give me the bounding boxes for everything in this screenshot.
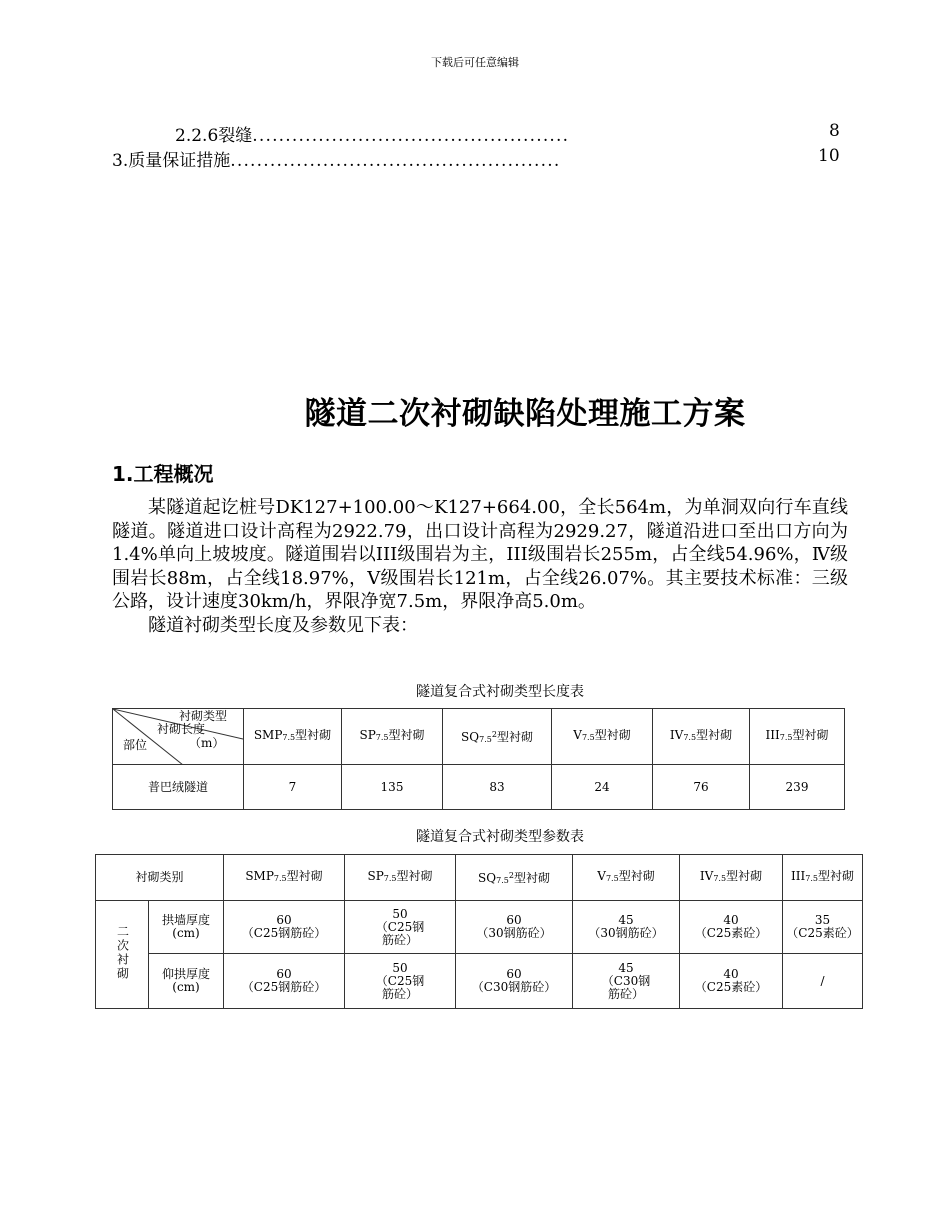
row-label: 仰拱厚度 (cm) (149, 954, 224, 1009)
table-cell: 60 （C25钢筋砼） (224, 901, 345, 954)
toc-dots: .................................................. (230, 151, 561, 171)
document-title: 隧道二次衬砌缺陷处理施工方案 (304, 396, 746, 432)
table-row (113, 765, 845, 810)
column-header: SMP7.5型衬砌 (244, 709, 342, 765)
toc-entry-3 (112, 146, 560, 171)
toc-dots: ................................................ (252, 126, 570, 146)
column-header: V7.5型衬砌 (552, 709, 653, 765)
toc-page: 10 (818, 146, 840, 166)
table-cell: 50 （C25钢筋砼） (345, 954, 456, 1009)
column-header: IV7.5型衬砌 (680, 855, 783, 901)
corner-label-position: 部位 (123, 738, 148, 752)
toc-label: 3.质量保证措施 (112, 151, 231, 171)
column-header: III7.5型衬砌 (783, 855, 863, 901)
table-cell: 239 (750, 765, 845, 810)
table-cell: 35 （C25素砼） (783, 901, 863, 954)
column-header: III7.5型衬砌 (750, 709, 845, 765)
toc-page: 8 (829, 121, 840, 141)
table-cell: 60 （C25钢筋砼） (224, 954, 345, 1009)
column-header: $SQ7.5^2$型衬砌 (443, 709, 552, 765)
paragraph-table-intro: 隧道衬砌类型长度及参数见下表： (148, 614, 418, 636)
table-cell: 76 (653, 765, 750, 810)
column-header: V7.5型衬砌 (573, 855, 680, 901)
row-label: 拱墙厚度 (cm) (149, 901, 224, 954)
table-cell: 50 （C25钢筋砼） (345, 901, 456, 954)
table-cell: 40 （C25素砼） (680, 901, 783, 954)
paragraph-overview: 某隧道起讫桩号DK127+100.00～K127+664.00，全长564m，为单洞双向行车直线隧道。隧道进口设计高程为2922.79，出口设计高程为2929.27，隧道沿进口至出口方向为1.4%单向上坡坡度。隧道围岩以III级围岩为主，III级围岩长255m，占全线54.96%，Ⅳ级围岩长88m，占全线18.97%，Ⅴ级围岩长121m，占全线26.07%。其主要技术标准：三级公路，设计速度30km/h，界限净宽7.5m，界限净高5.0m。 (112, 497, 848, 612)
table-cell: 7 (244, 765, 342, 810)
table1-caption: 隧道复合式衬砌类型长度表 (416, 684, 584, 700)
column-header: SMP7.5型衬砌 (224, 855, 345, 901)
column-header: SP7.5型衬砌 (342, 709, 443, 765)
row-label: 普巴绒隧道 (113, 765, 244, 810)
lining-length-table (112, 708, 845, 810)
table-cell: / (783, 954, 863, 1009)
table-cell: 45 （30钢筋砼） (573, 901, 680, 954)
corner-label-type: 衬砌类型 (179, 709, 228, 723)
column-header: IV7.5型衬砌 (653, 709, 750, 765)
corner-label-length: 衬砌长度 (157, 722, 206, 736)
section-heading: 1.工程概况 (112, 462, 214, 486)
table-cell: 40 （C25素砼） (680, 954, 783, 1009)
table-cell: 60 （C30钢筋砼） (456, 954, 573, 1009)
corner-label-unit: （m） (189, 736, 225, 750)
toc-label: 2.2.6裂缝 (175, 126, 253, 146)
table2-caption: 隧道复合式衬砌类型参数表 (416, 829, 584, 845)
table-cell: 135 (342, 765, 443, 810)
table-cell: 24 (552, 765, 653, 810)
column-header: SP7.5型衬砌 (345, 855, 456, 901)
table-cell: 45 （C30钢筋砼） (573, 954, 680, 1009)
table-cell: 60 （30钢筋砼） (456, 901, 573, 954)
toc-entry-2-2-6 (175, 121, 569, 146)
group-label: 二次衬砌 (96, 901, 149, 1009)
table-row (96, 901, 863, 954)
header-note: 下载后可任意编辑 (431, 56, 519, 69)
column-header: $SQ7.5^2$型衬砌 (456, 855, 573, 901)
header-label: 衬砌类别 (96, 855, 224, 901)
table-cell: 83 (443, 765, 552, 810)
diagonal-header-cell (113, 709, 244, 765)
lining-parameter-table (95, 854, 863, 1009)
section-body (112, 496, 848, 637)
table-row (96, 954, 863, 1009)
